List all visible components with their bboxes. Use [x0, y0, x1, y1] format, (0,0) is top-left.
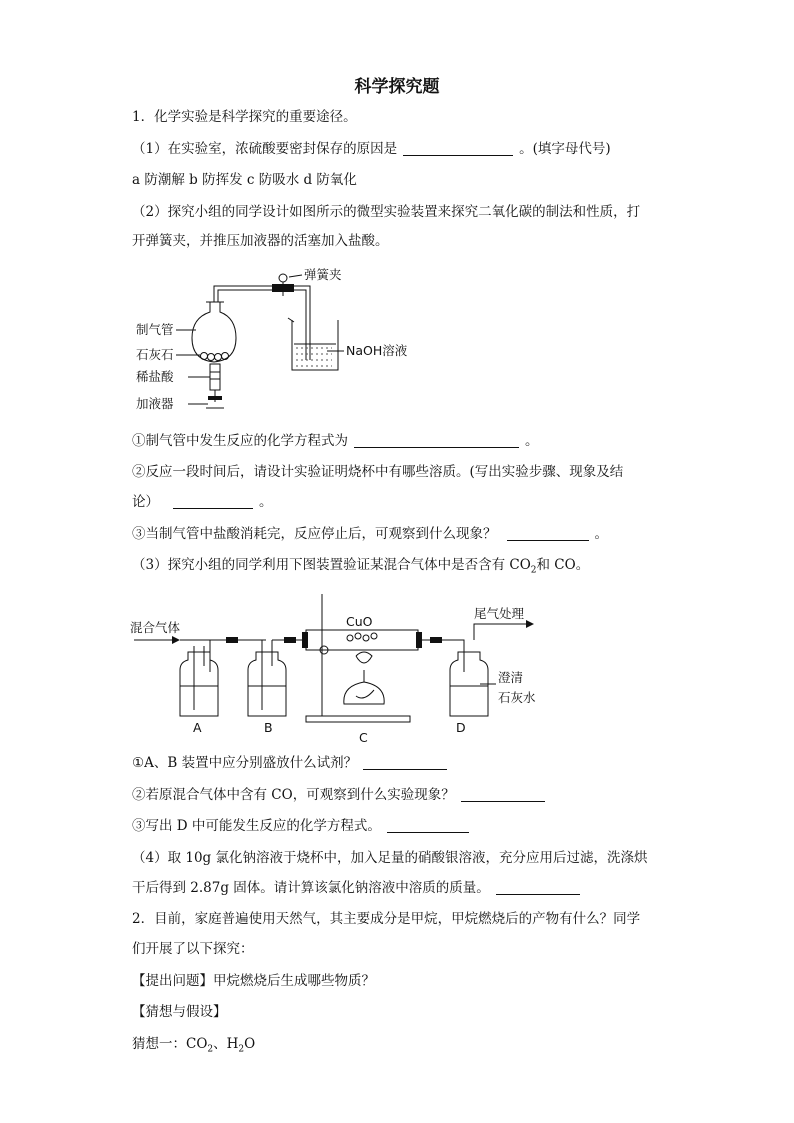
label-d: D [456, 720, 466, 735]
limestone-pebble [215, 354, 222, 361]
cuo-granule [355, 633, 361, 639]
q1-part1 [132, 140, 611, 158]
q2-guess-heading: 【猜想与假设】 [132, 1004, 227, 1020]
q1-test1-text: ①A、B 装置中应分别盛放什么试剂？ [132, 755, 358, 771]
lamp-flame [356, 652, 372, 663]
label-adder: 加液器 [136, 396, 174, 411]
answer-blank[interactable] [461, 787, 545, 802]
q1-test3-text: ③写出 D 中可能发生反应的化学方程式。 [132, 818, 381, 834]
label-c: C [359, 730, 368, 745]
q2-line2: 们开展了以下探究： [132, 941, 254, 957]
beaker-lip [288, 318, 294, 322]
q1-part3-pre: （3）探究小组的同学利用下图装置验证某混合气体中是否含有 CO [132, 557, 531, 573]
spring-clip [279, 274, 287, 282]
q1-test3 [132, 817, 475, 835]
inlet-arrowhead [172, 636, 180, 644]
answer-blank[interactable] [496, 880, 580, 895]
q1-part3-post: 和 CO。 [536, 557, 590, 573]
label-stone: 石灰石 [136, 347, 174, 362]
label-b: B [264, 720, 273, 735]
q2-guess-one-mid: 、H [213, 1036, 239, 1052]
label-tube: 制气管 [136, 322, 174, 337]
q1-test2-text: ②若原混合气体中含有 CO，可观察到什么实验现象？ [132, 787, 455, 803]
q1-step2-line2 [132, 493, 273, 511]
co-co2-test-figure [130, 586, 550, 748]
q1-step3-tail: 。 [594, 526, 608, 542]
label-clip: 弹簧夹 [304, 267, 342, 282]
q2-guess-one-sub1: 2 [207, 1044, 214, 1055]
exhaust-pipe [474, 624, 526, 640]
cuo-granule [371, 633, 377, 639]
label-naoh: NaOH溶液 [346, 343, 408, 358]
stand-base [306, 716, 410, 722]
q1-test2 [132, 786, 551, 804]
cuo-granule [347, 635, 353, 641]
connector [430, 637, 442, 643]
co2-apparatus-figure [132, 262, 452, 422]
q1-step1-text: ①制气管中发生反应的化学方程式为 [132, 433, 348, 449]
limestone-pebble [208, 354, 215, 361]
q1-part2-line1: （2）探究小组的同学设计如图所示的微型实验装置来探究二氧化碳的制法和性质，打 [132, 204, 641, 220]
lamp-wick-curve [356, 690, 374, 698]
answer-blank[interactable] [387, 818, 469, 833]
delivery-tube [214, 286, 310, 360]
leader-clip [289, 275, 302, 277]
page-title: 科学探究题 [354, 77, 440, 97]
connector [284, 637, 296, 643]
label-exhaust: 尾气处理 [474, 606, 525, 621]
connector [226, 637, 238, 643]
label-a: A [193, 720, 202, 735]
limestone-pebble [222, 353, 229, 360]
bottle-a [180, 652, 218, 716]
tube-stopper [302, 632, 308, 648]
q1-part2-line2: 开弹簧夹，并推压加液器的活塞加入盐酸。 [132, 233, 389, 249]
label-cuo: CuO [346, 614, 373, 629]
label-clear: 澄清 [498, 670, 524, 685]
q1-step2-text: 论） [132, 494, 159, 510]
q1-step1 [132, 432, 539, 450]
q1-part4-text: 干后得到 2.87g 固体。请计算该氯化钠溶液中溶质的质量。 [132, 880, 490, 896]
q1-step3-text: ③当制气管中盐酸消耗完，反应停止后，可观察到什么现象？ [132, 526, 497, 542]
q2-ask: 【提出问题】甲烷燃烧后生成哪些物质？ [132, 973, 375, 989]
q1-part4-line2 [132, 879, 586, 897]
answer-blank[interactable] [173, 494, 253, 509]
q2-guess-one-sub2: 2 [238, 1044, 245, 1055]
exhaust-arrowhead [526, 620, 534, 628]
q1-part1-text: （1）在实验室，浓硫酸要密封保存的原因是 [132, 141, 398, 157]
q1-step2-tail: 。 [259, 494, 273, 510]
alcohol-lamp [344, 682, 384, 704]
q1-part4-line1: （4）取 10g 氯化钠溶液于烧杯中，加入足量的硝酸银溶液，充分应用后过滤，洗涤烘 [132, 850, 648, 866]
q2-guess-one-post: O [244, 1036, 256, 1052]
syringe-barrel [210, 364, 220, 390]
q1-intro: 1．化学实验是科学探究的重要途径。 [132, 109, 357, 125]
answer-blank[interactable] [354, 433, 519, 448]
label-acid: 稀盐酸 [136, 369, 174, 384]
pipe [180, 640, 210, 672]
answer-blank[interactable] [363, 755, 447, 770]
q1-test1 [132, 754, 453, 772]
syringe-grip [208, 396, 222, 400]
q2-line1: 2．目前，家庭普遍使用天然气，其主要成分是甲烷，甲烷燃烧后的产物有什么？同学 [132, 911, 641, 927]
q1-part3 [132, 556, 589, 580]
delivery-tube-inner [218, 290, 306, 360]
q1-part1-tail: 。(填字母代号) [519, 141, 611, 157]
limestone-pebble [201, 353, 208, 360]
label-mix-gas: 混合气体 [130, 620, 181, 635]
combustion-tube [306, 630, 418, 650]
gas-tube-flask [192, 302, 236, 362]
answer-blank[interactable] [403, 141, 513, 156]
label-limewater: 石灰水 [498, 690, 536, 705]
q2-guess-one-pre: 猜想一：CO [132, 1036, 208, 1052]
q1-part1-options: a 防潮解 b 防挥发 c 防吸水 d 防氧化 [132, 172, 357, 188]
cuo-granule [363, 635, 369, 641]
q1-step3 [132, 525, 608, 543]
q1-step2-line1: ②反应一段时间后，请设计实验证明烧杯中有哪些溶质。(写出实验步骤、现象及结 [132, 464, 624, 480]
bottle-b [248, 652, 286, 716]
q1-part3-sub: 2 [530, 565, 537, 576]
beaker [292, 320, 338, 370]
tube-stopper [416, 632, 422, 648]
q2-guess-one [132, 1035, 255, 1059]
answer-blank[interactable] [507, 526, 589, 541]
q1-step1-tail: 。 [525, 433, 539, 449]
